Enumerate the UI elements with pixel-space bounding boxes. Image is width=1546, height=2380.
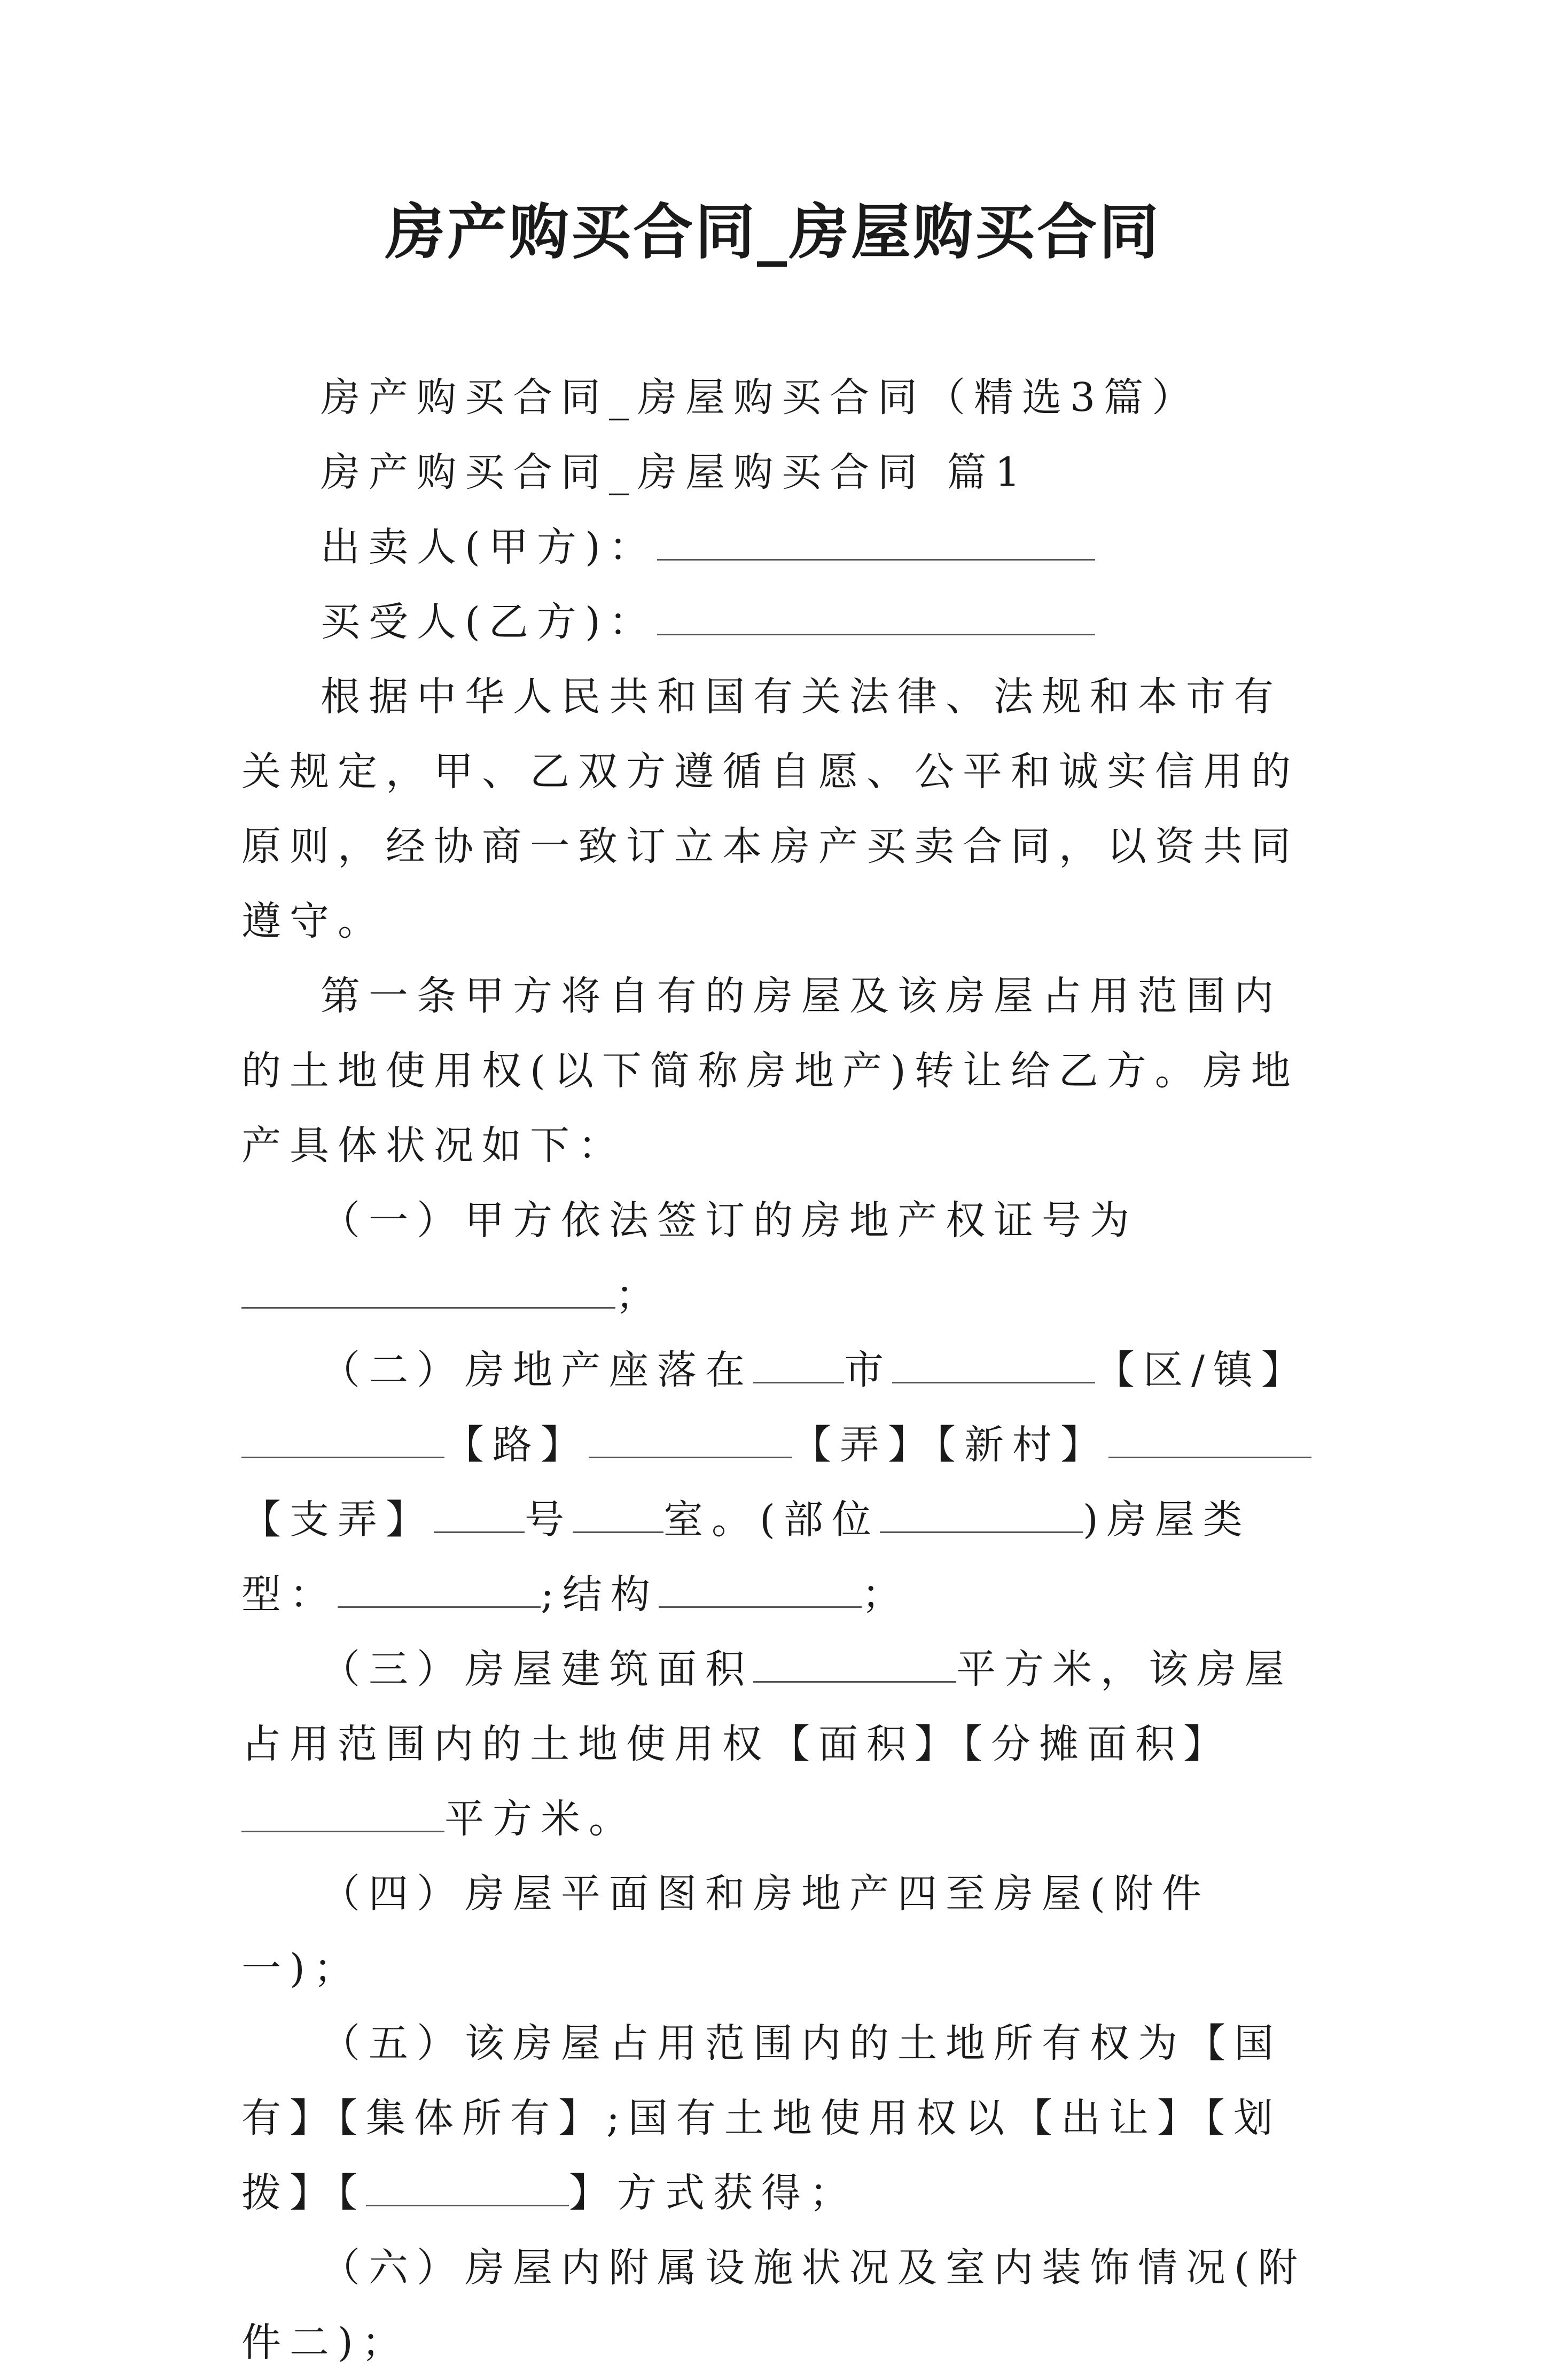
buyer-line [241,585,1318,659]
building-area-blank [753,1646,956,1683]
item-6-paragraph: （六）房屋内附属设施状况及室内装饰情况(附件二)； [241,2245,1306,2366]
item-2-text-8: 室。(部位 [663,1497,880,1543]
structure-blank [659,1571,862,1608]
item-4-paragraph: （四）房屋平面图和房地产四至房屋(附件一)； [241,1871,1210,1992]
item-2-text-7: 号 [525,1497,573,1543]
item-2-text-1: （二）房地产座落在 [321,1347,753,1393]
buyer-label: 买受人(乙方)： [321,599,657,645]
number-blank [434,1496,525,1533]
house-type-blank [338,1571,541,1608]
item-1-suffix: ； [615,1272,663,1318]
item-5-paragraph [241,2006,1318,2230]
land-area-blank [241,1795,444,1832]
acquisition-method-blank [366,2169,569,2206]
item-2-paragraph [241,1333,1318,1632]
item-5-text-1: （五）该房屋占用范围内的土地所有权为【国有】【集体所有】;国有土地使用权以【出让】【划拨】【 [241,2020,1282,2216]
subtitle: 房产购买合同_房屋购买合同（精选3篇） [321,375,1200,421]
item-2-text-10: ;结构 [541,1572,659,1617]
chapter-heading: 房产购买合同_房屋购买合同 篇1 [321,449,1029,495]
item-1-text: （一）甲方依法签订的房地产权证号为 [321,1197,1138,1243]
document-body [241,360,1318,2380]
preamble-paragraph: 根据中华人民共和国有关法律、法规和本市有关规定，甲、乙双方遵循自愿、公平和诚实信用的原则，经协商一致订立本房产买卖合同，以资共同遵守。 [241,674,1299,944]
item-2-text-3: 【区/镇】 [1095,1347,1309,1393]
item-3-text-2: 平方米，该房屋占用范围内的土地使用权【面积】【分摊面积】 [241,1646,1293,1767]
item-3-text-3: 平方米。 [444,1796,637,1842]
lane-blank [589,1421,792,1458]
buyer-blank [657,598,1095,635]
seller-blank [657,524,1095,561]
item-2-text-2: 市 [844,1347,892,1393]
room-blank [573,1496,663,1533]
item-2-text-11: ； [861,1572,910,1617]
seller-line [241,510,1318,585]
item-3-text-1: （三）房屋建筑面积 [321,1646,753,1692]
article-1-paragraph: 第一条甲方将自有的房屋及该房屋占用范围内的土地使用权(以下简称房地产)转让给乙方。房地产具体状况如下： [241,973,1299,1169]
item-2-text-6: 【支弄】 [241,1497,434,1543]
item-2-text-5: 【弄】【新村】 [792,1422,1108,1468]
item-2-text-9: )房屋类型： [241,1497,1251,1617]
item-1-paragraph [241,1183,1318,1333]
seller-label: 出卖人(甲方)： [321,524,657,570]
position-blank [880,1496,1083,1533]
item-2-text-4: 【路】 [444,1422,589,1468]
sub-lane-blank [1108,1421,1311,1458]
item-3-paragraph [241,1632,1318,1856]
certificate-number-blank [241,1272,615,1309]
road-blank [241,1421,444,1458]
document-title: 房产购买合同_房屋购买合同 [385,197,1161,267]
city-blank [753,1347,844,1383]
district-blank [892,1347,1095,1383]
item-5-text-2: 】方式获得； [569,2170,857,2216]
